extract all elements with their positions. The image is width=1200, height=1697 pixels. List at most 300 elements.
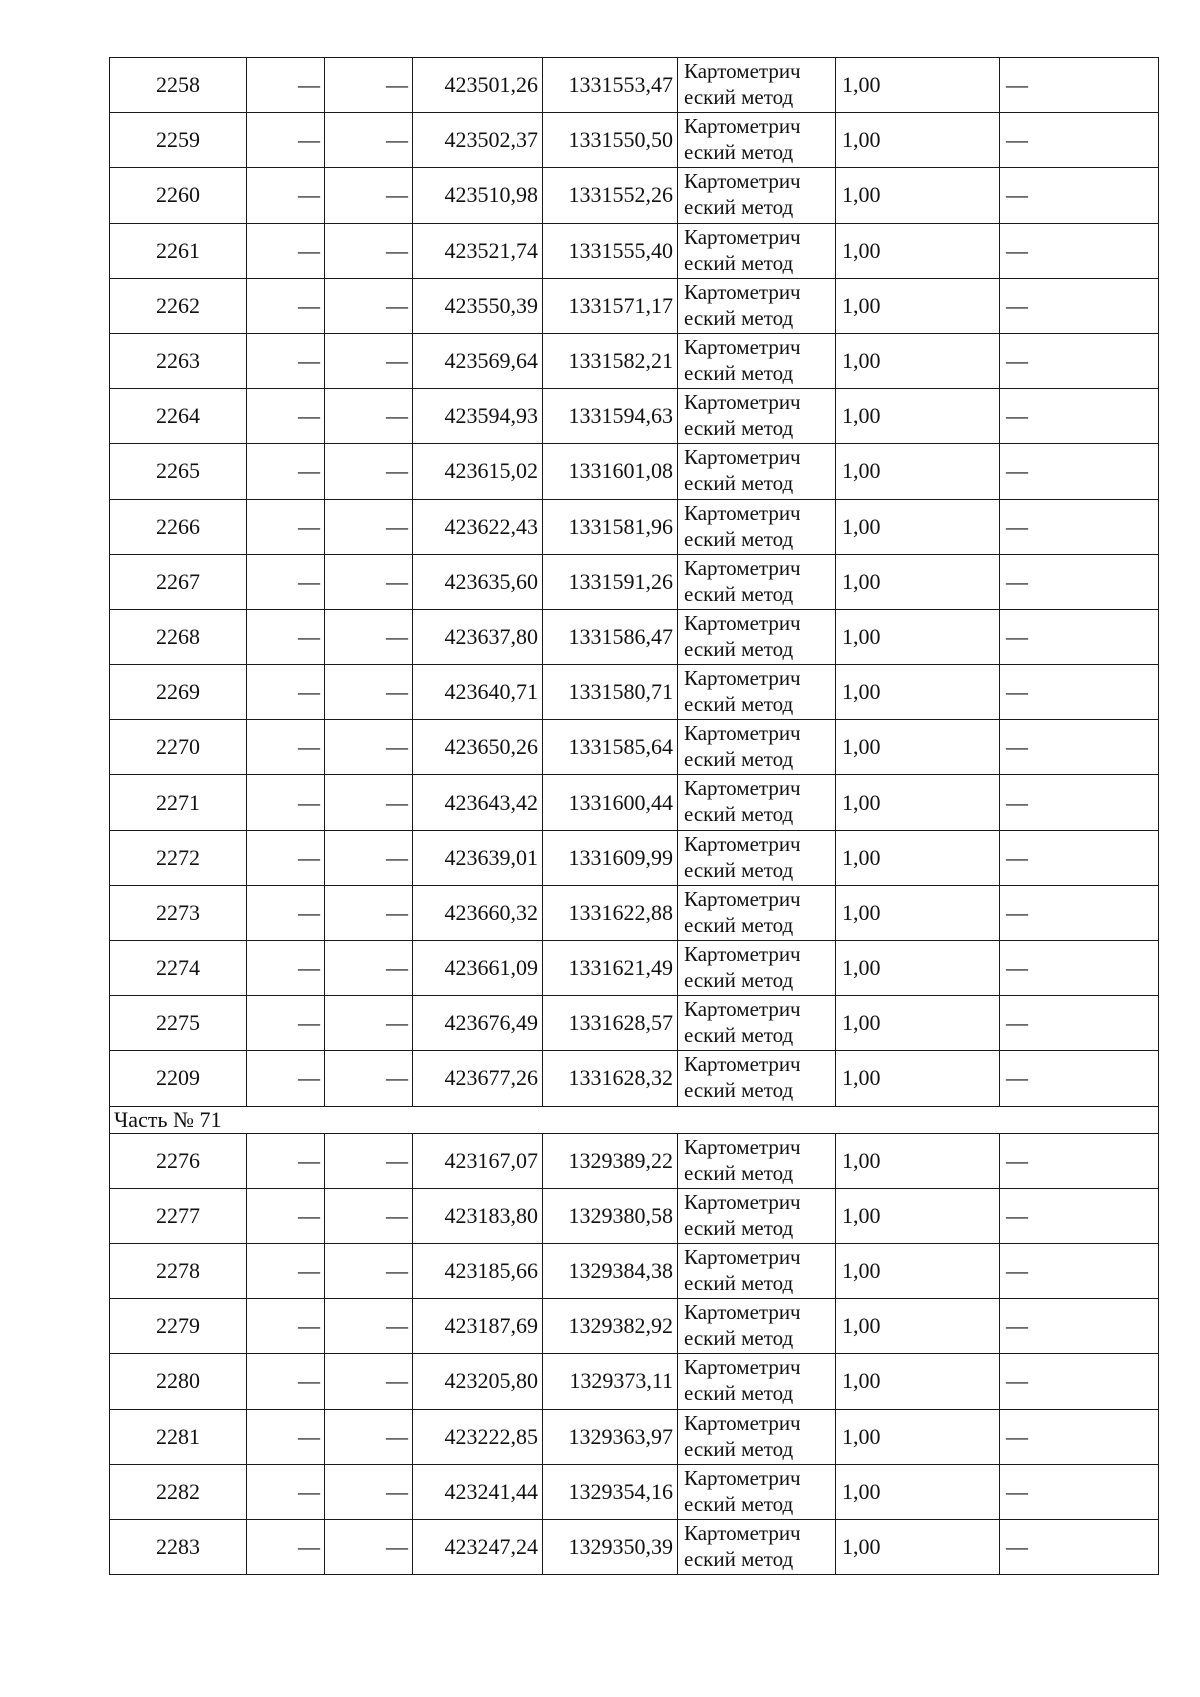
method-text-line: еский метод <box>684 1326 794 1351</box>
empty-value-cell: — <box>247 1409 325 1464</box>
point-number-cell: 2261 <box>110 223 247 278</box>
y-coordinate-cell: 1329380,58 <box>543 1188 678 1243</box>
table-row <box>110 1188 1159 1243</box>
empty-value-cell: — <box>1000 1133 1159 1188</box>
section-heading: Часть № 71 <box>110 1106 1159 1133</box>
empty-value-cell: — <box>247 720 325 775</box>
empty-value-cell: — <box>247 333 325 388</box>
empty-value-cell: — <box>325 996 413 1051</box>
point-number-cell: 2275 <box>110 996 247 1051</box>
table-row <box>110 996 1159 1051</box>
empty-value-cell: — <box>325 775 413 830</box>
accuracy-cell: 1,00 <box>836 1519 1000 1574</box>
empty-value-cell: — <box>325 830 413 885</box>
y-coordinate-cell: 1331582,21 <box>543 333 678 388</box>
method-cell <box>678 444 836 499</box>
y-coordinate-cell: 1331555,40 <box>543 223 678 278</box>
x-coordinate-cell: 423622,43 <box>413 499 543 554</box>
x-coordinate-cell: 423569,64 <box>413 333 543 388</box>
empty-value-cell: — <box>247 1188 325 1243</box>
x-coordinate-cell: 423550,39 <box>413 278 543 333</box>
point-number-cell: 2266 <box>110 499 247 554</box>
empty-value-cell: — <box>1000 1409 1159 1464</box>
method-text-line: Картометрич <box>684 1520 801 1545</box>
y-coordinate-cell: 1331609,99 <box>543 830 678 885</box>
y-coordinate-cell: 1331580,71 <box>543 665 678 720</box>
y-coordinate-cell: 1329389,22 <box>543 1133 678 1188</box>
table-row <box>110 223 1159 278</box>
empty-value-cell: — <box>247 1299 325 1354</box>
method-text-line: Картометрич <box>684 1052 801 1077</box>
method-text-line: еский метод <box>684 1381 794 1406</box>
method-cell <box>678 58 836 113</box>
empty-value-cell: — <box>247 499 325 554</box>
method-cell <box>678 775 836 830</box>
empty-value-cell: — <box>1000 1051 1159 1106</box>
method-text-line: еский метод <box>684 471 794 496</box>
empty-value-cell: — <box>325 1051 413 1106</box>
point-number-cell: 2279 <box>110 1299 247 1354</box>
method-text-line: Картометрич <box>684 776 801 801</box>
empty-value-cell: — <box>247 444 325 499</box>
method-text-line: еский метод <box>684 968 794 992</box>
y-coordinate-cell: 1331585,64 <box>543 720 678 775</box>
empty-value-cell: — <box>247 554 325 609</box>
y-coordinate-cell: 1329382,92 <box>543 1299 678 1354</box>
empty-value-cell: — <box>1000 58 1159 113</box>
method-cell <box>678 554 836 609</box>
method-cell <box>678 720 836 775</box>
point-number-cell: 2258 <box>110 58 247 113</box>
empty-value-cell: — <box>1000 830 1159 885</box>
method-text-line: Картометрич <box>684 334 801 359</box>
x-coordinate-cell: 423501,26 <box>413 58 543 113</box>
table-row <box>110 58 1159 113</box>
x-coordinate-cell: 423167,07 <box>413 1133 543 1188</box>
method-cell <box>678 1299 836 1354</box>
x-coordinate-cell: 423661,09 <box>413 941 543 996</box>
table-row <box>110 554 1159 609</box>
x-coordinate-cell: 423635,60 <box>413 554 543 609</box>
empty-value-cell: — <box>325 1188 413 1243</box>
y-coordinate-cell: 1331571,17 <box>543 278 678 333</box>
empty-value-cell: — <box>1000 1464 1159 1519</box>
method-cell <box>678 278 836 333</box>
method-text-line: Картометрич <box>684 610 801 635</box>
method-text-line: Картометрич <box>684 666 801 691</box>
method-cell <box>678 830 836 885</box>
empty-value-cell: — <box>247 1464 325 1519</box>
y-coordinate-cell: 1331550,50 <box>543 113 678 168</box>
empty-value-cell: — <box>1000 278 1159 333</box>
method-cell <box>678 1354 836 1409</box>
method-text-line: Картометрич <box>684 224 801 249</box>
method-text-line: еский метод <box>684 802 794 827</box>
method-text-line: еский метод <box>684 1436 794 1461</box>
y-coordinate-cell: 1331594,63 <box>543 389 678 444</box>
x-coordinate-cell: 423187,69 <box>413 1299 543 1354</box>
method-text-line: Картометрич <box>684 1410 801 1435</box>
x-coordinate-cell: 423594,93 <box>413 389 543 444</box>
empty-value-cell: — <box>325 1409 413 1464</box>
empty-value-cell: — <box>247 58 325 113</box>
empty-value-cell: — <box>1000 885 1159 940</box>
method-text-line: Картометрич <box>684 721 801 746</box>
method-text-line: Картометрич <box>684 279 801 304</box>
method-text-line: еский метод <box>684 1078 794 1103</box>
empty-value-cell: — <box>247 885 325 940</box>
method-text-line: еский метод <box>684 636 794 661</box>
accuracy-cell: 1,00 <box>836 996 1000 1051</box>
method-text-line: Картометрич <box>684 1465 801 1490</box>
y-coordinate-cell: 1331628,32 <box>543 1051 678 1106</box>
y-coordinate-cell: 1329363,97 <box>543 1409 678 1464</box>
empty-value-cell: — <box>325 333 413 388</box>
table-row <box>110 1051 1159 1106</box>
x-coordinate-cell: 423247,24 <box>413 1519 543 1574</box>
method-text-line: еский метод <box>684 526 794 551</box>
x-coordinate-cell: 423643,42 <box>413 775 543 830</box>
y-coordinate-cell: 1331552,26 <box>543 168 678 223</box>
point-number-cell: 2263 <box>110 333 247 388</box>
accuracy-cell: 1,00 <box>836 333 1000 388</box>
empty-value-cell: — <box>247 168 325 223</box>
empty-value-cell: — <box>325 554 413 609</box>
method-text-line: еский метод <box>684 1546 794 1571</box>
method-text-line: еский метод <box>684 1491 794 1516</box>
empty-value-cell: — <box>1000 499 1159 554</box>
accuracy-cell: 1,00 <box>836 554 1000 609</box>
empty-value-cell: — <box>325 720 413 775</box>
method-text-line: Картометрич <box>684 169 801 194</box>
x-coordinate-cell: 423183,80 <box>413 1188 543 1243</box>
method-text-line: еский метод <box>684 747 794 772</box>
y-coordinate-cell: 1329354,16 <box>543 1464 678 1519</box>
empty-value-cell: — <box>247 1354 325 1409</box>
x-coordinate-cell: 423660,32 <box>413 885 543 940</box>
empty-value-cell: — <box>325 58 413 113</box>
empty-value-cell: — <box>325 665 413 720</box>
method-cell <box>678 1133 836 1188</box>
y-coordinate-cell: 1331628,57 <box>543 996 678 1051</box>
method-cell <box>678 1188 836 1243</box>
empty-value-cell: — <box>1000 444 1159 499</box>
method-text-line: Картометрич <box>684 59 801 83</box>
x-coordinate-cell: 423222,85 <box>413 1409 543 1464</box>
method-cell <box>678 941 836 996</box>
empty-value-cell: — <box>325 1464 413 1519</box>
method-text-line: Картометрич <box>684 1189 801 1214</box>
empty-value-cell: — <box>1000 333 1159 388</box>
accuracy-cell: 1,00 <box>836 499 1000 554</box>
empty-value-cell: — <box>1000 665 1159 720</box>
empty-value-cell: — <box>325 278 413 333</box>
point-number-cell: 2260 <box>110 168 247 223</box>
method-cell <box>678 1519 836 1574</box>
empty-value-cell: — <box>325 1354 413 1409</box>
method-text-line: Картометрич <box>684 1244 801 1269</box>
method-text-line: Картометрич <box>684 555 801 580</box>
accuracy-cell: 1,00 <box>836 665 1000 720</box>
y-coordinate-cell: 1331621,49 <box>543 941 678 996</box>
empty-value-cell: — <box>1000 1299 1159 1354</box>
point-number-cell: 2273 <box>110 885 247 940</box>
table-row <box>110 1519 1159 1574</box>
method-cell <box>678 113 836 168</box>
empty-value-cell: — <box>247 113 325 168</box>
method-text-line: еский метод <box>684 1270 794 1295</box>
method-cell <box>678 1409 836 1464</box>
x-coordinate-cell: 423677,26 <box>413 1051 543 1106</box>
method-text-line: еский метод <box>684 1023 794 1048</box>
accuracy-cell: 1,00 <box>836 775 1000 830</box>
empty-value-cell: — <box>1000 941 1159 996</box>
accuracy-cell: 1,00 <box>836 1188 1000 1243</box>
table-row <box>110 609 1159 664</box>
accuracy-cell: 1,00 <box>836 941 1000 996</box>
y-coordinate-cell: 1331622,88 <box>543 885 678 940</box>
method-text-line: еский метод <box>684 692 794 717</box>
point-number-cell: 2283 <box>110 1519 247 1574</box>
empty-value-cell: — <box>247 1051 325 1106</box>
accuracy-cell: 1,00 <box>836 1133 1000 1188</box>
empty-value-cell: — <box>1000 1188 1159 1243</box>
accuracy-cell: 1,00 <box>836 278 1000 333</box>
empty-value-cell: — <box>1000 168 1159 223</box>
point-number-cell: 2280 <box>110 1354 247 1409</box>
table-row <box>110 941 1159 996</box>
table-row <box>110 665 1159 720</box>
empty-value-cell: — <box>325 499 413 554</box>
empty-value-cell: — <box>247 1133 325 1188</box>
x-coordinate-cell: 423502,37 <box>413 113 543 168</box>
empty-value-cell: — <box>247 609 325 664</box>
y-coordinate-cell: 1331553,47 <box>543 58 678 113</box>
accuracy-cell: 1,00 <box>836 58 1000 113</box>
y-coordinate-cell: 1331601,08 <box>543 444 678 499</box>
point-number-cell: 2277 <box>110 1188 247 1243</box>
table-row <box>110 1354 1159 1409</box>
coordinates-table <box>109 57 1159 1575</box>
empty-value-cell: — <box>325 444 413 499</box>
empty-value-cell: — <box>247 665 325 720</box>
point-number-cell: 2264 <box>110 389 247 444</box>
accuracy-cell: 1,00 <box>836 389 1000 444</box>
point-number-cell: 2272 <box>110 830 247 885</box>
method-cell <box>678 1243 836 1298</box>
point-number-cell: 2269 <box>110 665 247 720</box>
point-number-cell: 2259 <box>110 113 247 168</box>
method-text-line: Картометрич <box>684 1134 801 1159</box>
point-number-cell: 2267 <box>110 554 247 609</box>
x-coordinate-cell: 423640,71 <box>413 665 543 720</box>
method-cell <box>678 1051 836 1106</box>
empty-value-cell: — <box>1000 1354 1159 1409</box>
accuracy-cell: 1,00 <box>836 113 1000 168</box>
method-text-line: еский метод <box>684 250 794 275</box>
table-row <box>110 444 1159 499</box>
point-number-cell: 2271 <box>110 775 247 830</box>
empty-value-cell: — <box>325 168 413 223</box>
y-coordinate-cell: 1331586,47 <box>543 609 678 664</box>
point-number-cell: 2274 <box>110 941 247 996</box>
point-number-cell: 2278 <box>110 1243 247 1298</box>
method-text-line: Картометрич <box>684 1300 801 1325</box>
method-cell <box>678 996 836 1051</box>
x-coordinate-cell: 423521,74 <box>413 223 543 278</box>
table-row <box>110 278 1159 333</box>
method-text-line: Картометрич <box>684 831 801 856</box>
accuracy-cell: 1,00 <box>836 1299 1000 1354</box>
method-text-line: еский метод <box>684 912 794 937</box>
method-text-line: Картометрич <box>684 1355 801 1380</box>
accuracy-cell: 1,00 <box>836 1409 1000 1464</box>
empty-value-cell: — <box>247 223 325 278</box>
table-row <box>110 113 1159 168</box>
accuracy-cell: 1,00 <box>836 1354 1000 1409</box>
empty-value-cell: — <box>325 609 413 664</box>
point-number-cell: 2268 <box>110 609 247 664</box>
x-coordinate-cell: 423676,49 <box>413 996 543 1051</box>
x-coordinate-cell: 423510,98 <box>413 168 543 223</box>
point-number-cell: 2281 <box>110 1409 247 1464</box>
accuracy-cell: 1,00 <box>836 609 1000 664</box>
table-row <box>110 1409 1159 1464</box>
empty-value-cell: — <box>1000 720 1159 775</box>
x-coordinate-cell: 423615,02 <box>413 444 543 499</box>
x-coordinate-cell: 423185,66 <box>413 1243 543 1298</box>
y-coordinate-cell: 1329384,38 <box>543 1243 678 1298</box>
accuracy-cell: 1,00 <box>836 223 1000 278</box>
empty-value-cell: — <box>247 1243 325 1298</box>
table-row <box>110 1464 1159 1519</box>
accuracy-cell: 1,00 <box>836 168 1000 223</box>
method-text-line: Картометрич <box>684 886 801 911</box>
empty-value-cell: — <box>247 996 325 1051</box>
empty-value-cell: — <box>325 941 413 996</box>
method-text-line: Картометрич <box>684 500 801 525</box>
accuracy-cell: 1,00 <box>836 444 1000 499</box>
empty-value-cell: — <box>1000 1519 1159 1574</box>
table-row <box>110 389 1159 444</box>
empty-value-cell: — <box>247 1519 325 1574</box>
table-row <box>110 1243 1159 1298</box>
x-coordinate-cell: 423205,80 <box>413 1354 543 1409</box>
method-text-line: еский метод <box>684 416 794 441</box>
method-text-line: Картометрич <box>684 390 801 415</box>
accuracy-cell: 1,00 <box>836 1051 1000 1106</box>
method-cell <box>678 1464 836 1519</box>
method-text-line: еский метод <box>684 195 794 220</box>
method-text-line: еский метод <box>684 581 794 606</box>
method-text-line: Картометрич <box>684 997 801 1022</box>
y-coordinate-cell: 1331581,96 <box>543 499 678 554</box>
empty-value-cell: — <box>325 1299 413 1354</box>
x-coordinate-cell: 423637,80 <box>413 609 543 664</box>
method-text-line: еский метод <box>684 140 794 165</box>
method-text-line: Картометрич <box>684 942 801 966</box>
method-text-line: Картометрич <box>684 114 801 139</box>
table-row <box>110 1133 1159 1188</box>
accuracy-cell: 1,00 <box>836 1243 1000 1298</box>
coordinates-table-body <box>110 58 1159 1575</box>
empty-value-cell: — <box>1000 113 1159 168</box>
table-row <box>110 830 1159 885</box>
table-row <box>110 720 1159 775</box>
method-text-line: еский метод <box>684 1215 794 1240</box>
table-row <box>110 1299 1159 1354</box>
empty-value-cell: — <box>1000 609 1159 664</box>
accuracy-cell: 1,00 <box>836 885 1000 940</box>
empty-value-cell: — <box>247 389 325 444</box>
method-cell <box>678 609 836 664</box>
accuracy-cell: 1,00 <box>836 720 1000 775</box>
x-coordinate-cell: 423650,26 <box>413 720 543 775</box>
method-cell <box>678 885 836 940</box>
empty-value-cell: — <box>1000 996 1159 1051</box>
empty-value-cell: — <box>247 278 325 333</box>
empty-value-cell: — <box>325 1519 413 1574</box>
method-text-line: еский метод <box>684 857 794 882</box>
empty-value-cell: — <box>247 775 325 830</box>
method-cell <box>678 665 836 720</box>
point-number-cell: 2282 <box>110 1464 247 1519</box>
point-number-cell: 2265 <box>110 444 247 499</box>
method-text-line: еский метод <box>684 85 794 109</box>
empty-value-cell: — <box>325 1243 413 1298</box>
method-cell <box>678 389 836 444</box>
empty-value-cell: — <box>1000 554 1159 609</box>
y-coordinate-cell: 1329350,39 <box>543 1519 678 1574</box>
empty-value-cell: — <box>325 389 413 444</box>
x-coordinate-cell: 423241,44 <box>413 1464 543 1519</box>
y-coordinate-cell: 1329373,11 <box>543 1354 678 1409</box>
empty-value-cell: — <box>247 941 325 996</box>
section-row <box>110 1106 1159 1133</box>
table-row <box>110 885 1159 940</box>
method-text-line: еский метод <box>684 360 794 385</box>
empty-value-cell: — <box>1000 223 1159 278</box>
empty-value-cell: — <box>325 223 413 278</box>
empty-value-cell: — <box>325 113 413 168</box>
point-number-cell: 2270 <box>110 720 247 775</box>
table-row <box>110 168 1159 223</box>
x-coordinate-cell: 423639,01 <box>413 830 543 885</box>
table-row <box>110 333 1159 388</box>
method-cell <box>678 223 836 278</box>
accuracy-cell: 1,00 <box>836 830 1000 885</box>
empty-value-cell: — <box>325 1133 413 1188</box>
point-number-cell: 2209 <box>110 1051 247 1106</box>
method-text-line: Картометрич <box>684 445 801 470</box>
empty-value-cell: — <box>325 885 413 940</box>
point-number-cell: 2262 <box>110 278 247 333</box>
table-row <box>110 499 1159 554</box>
accuracy-cell: 1,00 <box>836 1464 1000 1519</box>
table-row <box>110 775 1159 830</box>
empty-value-cell: — <box>1000 389 1159 444</box>
y-coordinate-cell: 1331591,26 <box>543 554 678 609</box>
point-number-cell: 2276 <box>110 1133 247 1188</box>
empty-value-cell: — <box>247 830 325 885</box>
empty-value-cell: — <box>1000 775 1159 830</box>
method-cell <box>678 168 836 223</box>
y-coordinate-cell: 1331600,44 <box>543 775 678 830</box>
method-text-line: еский метод <box>684 1160 794 1185</box>
empty-value-cell: — <box>1000 1243 1159 1298</box>
method-cell <box>678 333 836 388</box>
method-cell <box>678 499 836 554</box>
